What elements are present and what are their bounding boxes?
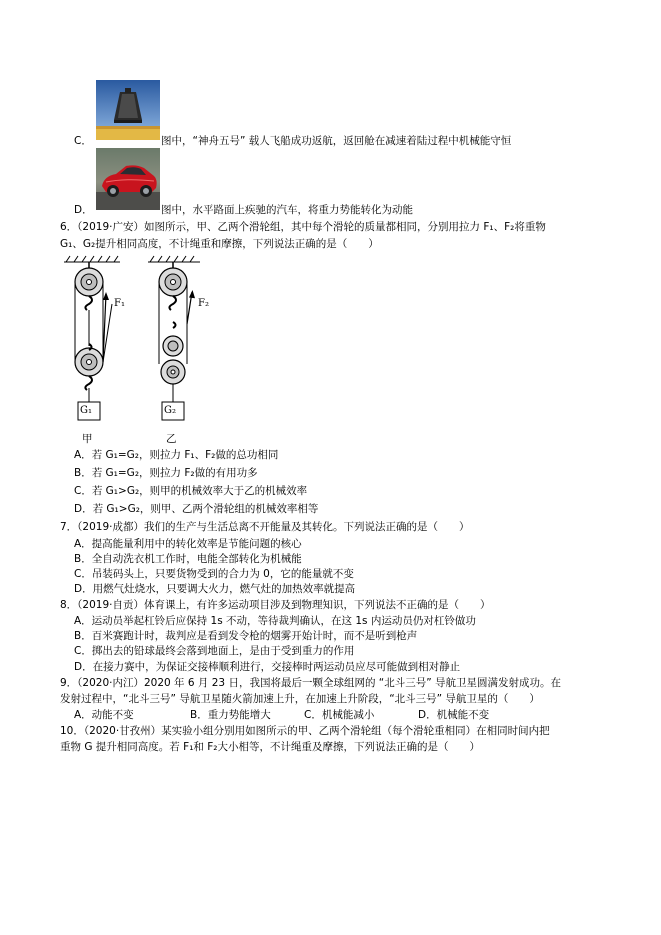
q8-option-d: D．在接力赛中，为保证交接棒顺利进行，交接棒时两运动员应尽可能做到相对静止: [74, 661, 461, 673]
label-jia: 甲: [82, 433, 93, 445]
q7-stem: 7．（2019·成都）我们的生产与生活总离不开能量及其转化。下列说法正确的是（ ）: [60, 521, 470, 533]
q6-option-a: A．若 G₁=G₂，则拉力 F₁、F₂做的总功相同: [74, 449, 279, 461]
capsule-photo: [96, 80, 160, 140]
label-f1: F₁: [114, 298, 125, 309]
q9-option-c: C．机械能减小: [304, 709, 375, 721]
q6-stem-line1: 6．（2019·广安）如图所示，甲、乙两个滑轮组，其中每个滑轮的质量都相同，分别用拉力 F₁、F₂将重物: [60, 221, 546, 233]
label-g1: G₁: [80, 405, 92, 416]
prev-option-c-text: 图中，“神舟五号” 载人飞船成功返航，返回舱在减速着陆过程中机械能守恒: [161, 135, 512, 147]
q7-option-a: A．提高能量利用中的转化效率是节能问题的核心: [74, 538, 302, 550]
pulley-system-jia: [75, 262, 112, 420]
q9-stem-line1: 9．（2020·内江）2020 年 6 月 23 日，我国将最后一颗全球组网的 “北斗三号” 导航卫星圆满发射成功。在: [60, 677, 561, 689]
label-yi: 乙: [166, 433, 177, 445]
label-f2: F₂: [198, 298, 209, 309]
ceiling-right: [148, 256, 200, 262]
q9-option-b: B．重力势能增大: [190, 709, 271, 721]
prev-option-c-letter: C．: [74, 135, 92, 147]
car-photo: [96, 148, 160, 210]
q7-option-c: C．吊装码头上，只要货物受到的合力为 0，它的能量就不变: [74, 568, 354, 580]
q7-option-b: B．全自动洗衣机工作时，电能全部转化为机械能: [74, 553, 302, 565]
q7-option-d: D．用燃气灶烧水，只要调大火力，燃气灶的加热效率就提高: [74, 583, 356, 595]
q9-stem-line2: 发射过程中，“北斗三号” 导航卫星随火箭加速上升，在加速上升阶段，“北斗三号” 导航卫星的（ ）: [60, 693, 540, 705]
q9-option-d: D．机械能不变: [418, 709, 490, 721]
prev-option-d-letter: D．: [74, 204, 93, 216]
q10-stem-line2: 重物 G 提升相同高度。若 F₁和 F₂大小相等，不计绳重及摩擦，下列说法正确的是（ ）: [60, 741, 480, 753]
prev-option-d-text: 图中，水平路面上疾驰的汽车，将重力势能转化为动能: [161, 204, 413, 216]
q8-option-a: A．运动员举起杠铃后应保持 1s 不动，等待裁判确认，在这 1s 内运动员仍对杠铃做功: [74, 615, 476, 627]
q8-stem: 8．（2019·自贡）体育课上，有许多运动项目涉及到物理知识，下列说法不正确的是（ ）: [60, 599, 491, 611]
q10-stem-line1: 10．（2020·甘孜州）某实验小组分别用如图所示的甲、乙两个滑轮组（每个滑轮重相同）在相同时间内把: [60, 725, 550, 737]
label-g2: G₂: [164, 405, 176, 416]
q9-option-a: A．动能不变: [74, 709, 134, 721]
q6-option-d: D．若 G₁>G₂，则甲、乙两个滑轮组的机械效率相等: [74, 503, 319, 515]
q8-option-c: C．掷出去的铅球最终会落到地面上，是由于受到重力的作用: [74, 645, 355, 657]
q6-stem-line2: G₁、G₂提升相同高度，不计绳重和摩擦，下列说法正确的是（ ）: [60, 238, 379, 250]
pulley-system-yi: [159, 262, 195, 420]
q6-option-b: B．若 G₁=G₂，则拉力 F₂做的有用功多: [74, 467, 258, 479]
ceiling-left: [64, 256, 120, 262]
q8-option-b: B．百米赛跑计时，裁判应是看到发令枪的烟雾开始计时，而不是听到枪声: [74, 630, 418, 642]
q6-option-c: C．若 G₁>G₂，则甲的机械效率大于乙的机械效率: [74, 485, 308, 497]
